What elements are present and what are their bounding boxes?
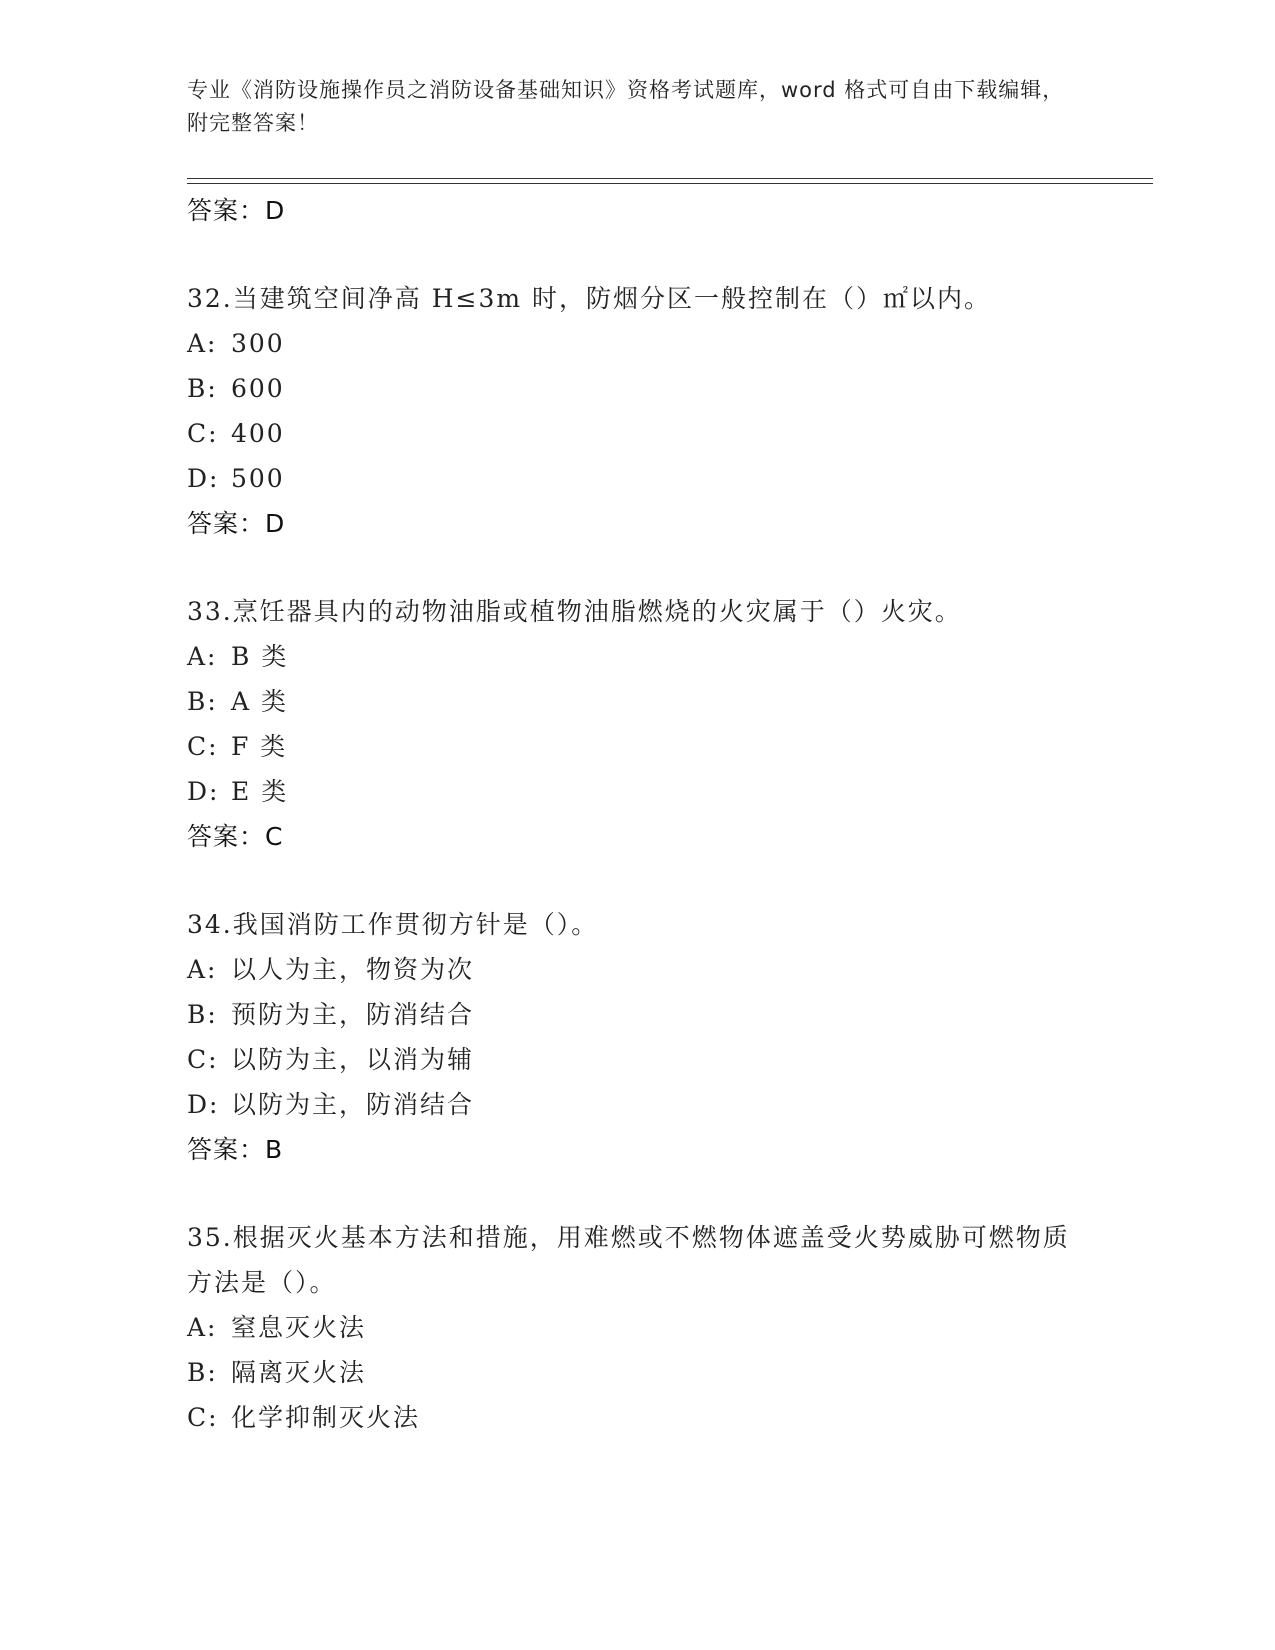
option-letter: C: [187, 1403, 219, 1432]
option-letter: A: [187, 955, 218, 984]
question-item [187, 589, 1087, 859]
option-b [187, 1350, 1087, 1395]
option-b [187, 679, 1087, 724]
header-divider-thin [187, 183, 1153, 184]
option-text: 300 [231, 329, 285, 358]
option-letter: D: [187, 464, 220, 493]
option-letter: B: [187, 1000, 218, 1029]
question-text: 33.烹饪器具内的动物油脂或植物油脂燃烧的火灾属于（）火灾。 [187, 597, 962, 626]
option-text: 隔离灭火法 [231, 1358, 367, 1387]
question-item [187, 902, 1087, 1172]
question-item [187, 276, 1087, 546]
option-c [187, 1395, 1087, 1440]
option-text: 窒息灭火法 [231, 1313, 367, 1342]
option-letter: C: [187, 419, 219, 448]
page-header: 专业《消防设施操作员之消防设备基础知识》资格考试题库，word 格式可自由下载编辑，附完整答案！ [187, 78, 1065, 135]
header-divider [187, 178, 1153, 179]
option-letter: B: [187, 1358, 218, 1387]
answer-line: 答案：D [187, 509, 286, 538]
question-text: 35.根据灭火基本方法和措施，用难燃或不燃物体遮盖受火势威胁可燃物质方法是（）。 [187, 1223, 1070, 1297]
option-a [187, 1305, 1087, 1350]
option-text: 600 [231, 374, 285, 403]
option-text: A 类 [231, 687, 289, 716]
option-letter: C: [187, 1045, 219, 1074]
option-b [187, 992, 1087, 1037]
option-text: 以人为主，物资为次 [231, 955, 475, 984]
answer-line: 答案：C [187, 822, 284, 851]
option-a [187, 947, 1087, 992]
question-item [187, 1215, 1087, 1440]
question-list [187, 188, 1087, 1440]
option-a [187, 321, 1087, 366]
option-a [187, 634, 1087, 679]
option-d [187, 769, 1087, 814]
option-c [187, 724, 1087, 769]
option-d [187, 456, 1087, 501]
option-text: 以防为主，以消为辅 [231, 1045, 475, 1074]
answer-line: 答案：D [187, 196, 286, 225]
option-text: 预防为主，防消结合 [231, 1000, 475, 1029]
option-letter: A: [187, 329, 218, 358]
option-c [187, 1037, 1087, 1082]
question-text: 34.我国消防工作贯彻方针是（）。 [187, 910, 599, 939]
question-text: 32.当建筑空间净高 H≤3m 时，防烟分区一般控制在（）㎡以内。 [187, 284, 992, 313]
option-letter: B: [187, 687, 218, 716]
answer-line: 答案：B [187, 1135, 284, 1164]
option-letter: D: [187, 777, 220, 806]
option-b [187, 366, 1087, 411]
option-text: 500 [231, 464, 285, 493]
option-letter: B: [187, 374, 218, 403]
option-letter: C: [187, 732, 219, 761]
option-letter: A: [187, 1313, 218, 1342]
option-letter: A: [187, 642, 218, 671]
option-text: E 类 [231, 777, 289, 806]
option-text: 化学抑制灭火法 [231, 1403, 421, 1432]
option-text: 400 [231, 419, 285, 448]
option-letter: D: [187, 1090, 220, 1119]
option-text: B 类 [231, 642, 289, 671]
option-c [187, 411, 1087, 456]
option-text: F 类 [231, 732, 288, 761]
option-text: 以防为主，防消结合 [231, 1090, 475, 1119]
option-d [187, 1082, 1087, 1127]
